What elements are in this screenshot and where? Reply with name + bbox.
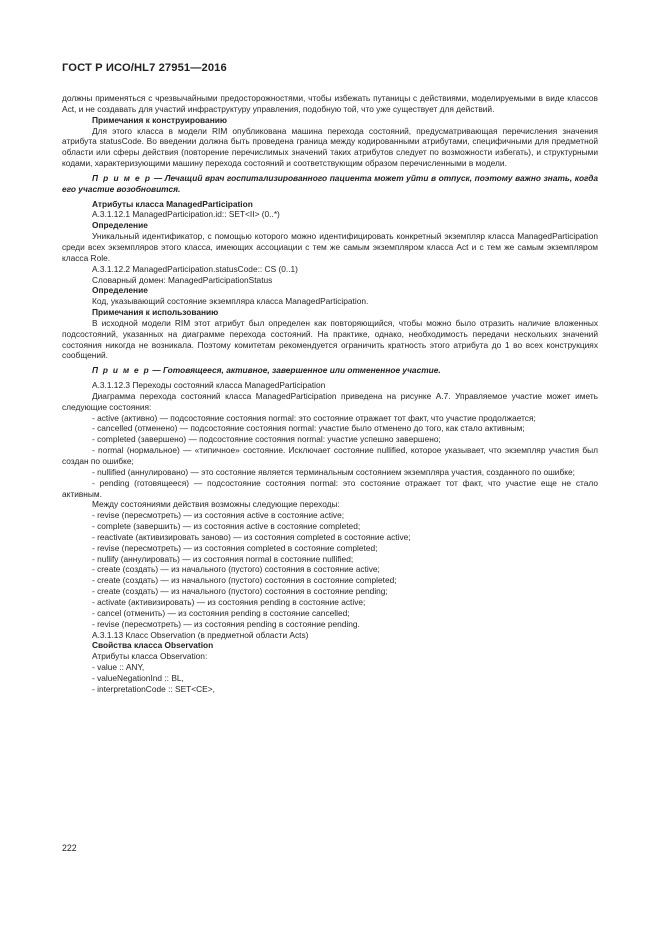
list-item: - completed (завершено) — подсостояние состояния normal: участие успешно завершено; [92,434,441,445]
example-note [62,173,598,195]
list-item: - create (создать) — из начального (пустого) состояния в состояние completed; [92,575,397,586]
list-item: - pending (готовящееся) — подсостояние состояния normal: это состояние отражает тот факт, что участие еще не стало активным. [62,477,598,499]
paragraph: Диаграмма перехода состояний класса ManagedParticipation приведена на рисунке А.7. Управляемое участие может иметь следующие состояния: [62,390,598,412]
list-item: - active (активно) — подсостояние состояния normal: это состояние отражает тот факт, что участие продолжается; [92,412,536,423]
list-item: - create (создать) — из начального (пустого) состояния в состояние pending; [92,586,388,597]
definition-heading: Определение [92,220,148,231]
paragraph: В исходной модели RIM этот атрибут был определен как повторяющийся, чтобы можно было отразить наличие вложенных подсостояний, указанных на диаграмме перехода состояний. На практике, однако, необходимость передачи нескольких значений состояния никогда не возникала. Поэтому комитетам рекомендуется ограничить кратность этого атрибута до 1 во всех конструкциях сообщений. [62,317,598,361]
paragraph: Уникальный идентификатор, с помощью которого можно идентифицировать конкретный экземпляр класса ManagedParticipation среди всех экземпляров этого класса, имеющих ассоциации с тем же самым экземпляром класса Act и с тем же самым экземпляром класса Role. [62,231,598,263]
paragraph: Код, указывающий состояние экземпляра класса ManagedParticipation. [92,296,369,307]
section-heading: Свойства класса Observation [92,640,214,651]
section-heading: Атрибуты класса ManagedParticipation [92,198,253,209]
definition-heading: Определение [92,285,148,296]
list-item: - complete (завершить) — из состояния active в состояние completed; [92,521,361,532]
page-body [62,93,598,695]
section-heading: Примечания к использованию [92,307,219,318]
list-item: - cancel (отменить) — из состояния pending в состояние cancelled; [92,607,350,618]
section-heading: Примечания к конструированию [92,114,227,125]
list-item: - nullified (аннулировано) — это состояние является терминальным состоянием экземпляра участия, созданного по ошибке; [92,466,575,477]
list-item: - valueNegationInd :: BL, [92,672,184,683]
list-item: - nullify (аннулировать) — из состояния normal в состояние nullified; [92,553,354,564]
vocabulary-domain: Словарный домен: ManagedParticipationStatus [92,274,273,285]
list-item: - revise (пересмотреть) — из состояния active в состояние active; [92,510,345,521]
paragraph: Между состояниями действия возможны следующие переходы: [92,499,340,510]
list-item: - revise (пересмотреть) — из состояния completed в состояние completed; [92,542,378,553]
page-number: 222 [62,843,77,853]
list-item: - value :: ANY, [92,662,145,673]
list-item: - interpretationCode :: SET<CE>, [92,683,215,694]
list-item: - reactivate (активизировать заново) — из состояния completed в состояние active; [92,531,411,542]
list-item: - cancelled (отменено) — подсостояние состояния normal: участие было отменено до того, как стало активным; [92,423,525,434]
attribute-heading: A.3.1.12.1 ManagedParticipation.id:: SET<II> (0..*) [92,209,280,220]
list-item: - normal (нормальное) — «типичное» состояние. Исключает состояние nullified, которое указывает, что экземпляр участия был создан по ошибке; [62,445,598,466]
example-label: П р и м е р [92,365,150,376]
attribute-heading: A.3.1.12.2 ManagedParticipation.statusCode:: CS (0..1) [92,263,298,274]
paragraph: Атрибуты класса Observation: [92,651,208,662]
attribute-heading: A.3.1.12.3 Переходы состояний класса ManagedParticipation [92,380,326,391]
list-item: - revise (пересмотреть) — из состояния pending в состояние pending. [92,618,360,629]
example-text: — Лечащий врач госпитализированного пациента может уйти в отпуск, поэтому важно знать, когда его участие возобновится. [62,172,598,194]
example-note [62,365,598,376]
list-item: - activate (активизировать) — из состояния pending в состояние active; [92,596,366,607]
example-text: — Готовящееся, активное, завершенное или отмененное участие. [150,365,441,376]
paragraph: Для этого класса в модели RIM опубликована машина перехода состояний, предусматривающая перечисления значения атрибута statusCode. Во введении должна быть проведена граница между кодированными атрибутами, специфичными для предметной области или сферы действия (повторение перечислимых значений таких атрибутов следует по возможности избегать), и структурными кодами, характеризующими машину перехода состояний и соответствующим образом перечисленными в модели. [62,125,598,169]
attribute-heading: A.3.1.13 Класс Observation (в предметной области Acts) [92,629,309,640]
document-header: ГОСТ Р ИСО/HL7 27951—2016 [62,62,227,74]
example-label: П р и м е р [92,172,152,183]
list-item: - create (создать) — из начального (пустого) состояния в состояние active; [92,564,380,575]
paragraph: должны применяться с чрезвычайными предосторожностями, чтобы избежать путаницы с действиями, моделируемыми в виде классов Act, и не создавать для участий инфраструктуру управления, подобную той, что уже существует для действий. [62,93,598,114]
